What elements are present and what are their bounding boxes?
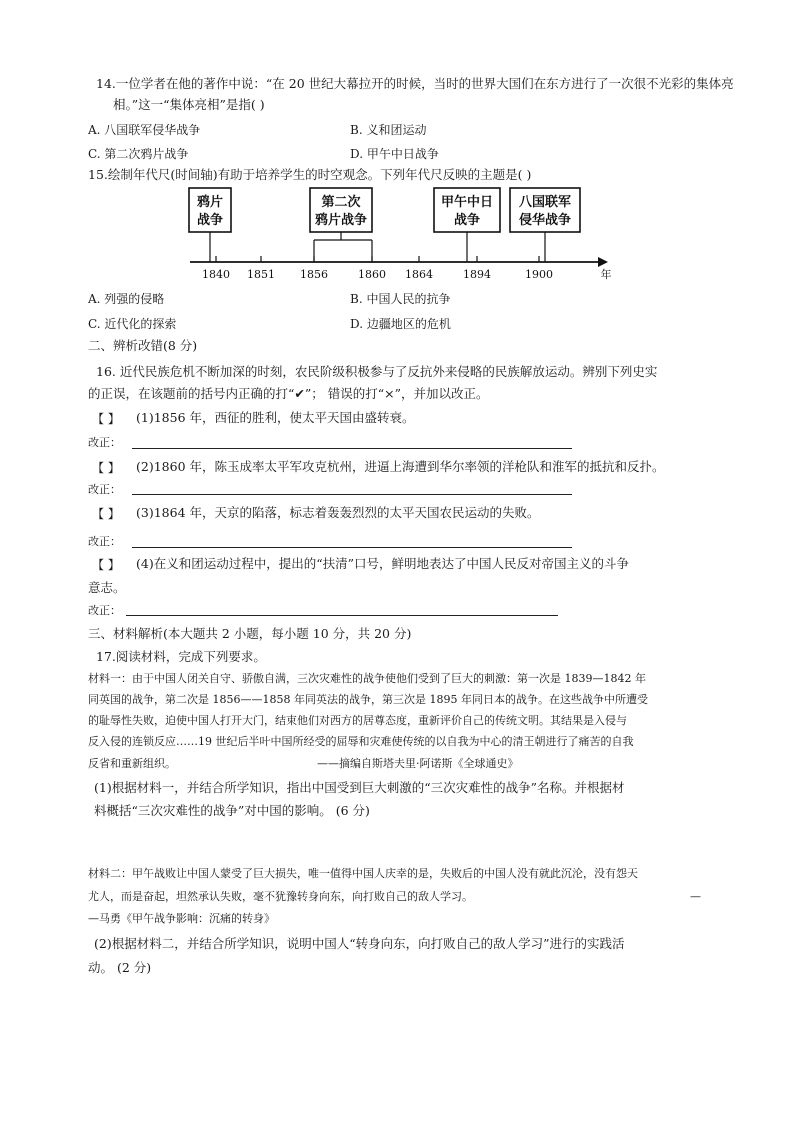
q16-item4-fix-line[interactable] (126, 615, 558, 616)
timeline-box-2-line2: 鸦片战争 (314, 213, 368, 228)
q16-item1-fix-line[interactable] (132, 448, 572, 449)
timeline-chart (180, 178, 620, 282)
timeline-axis-label: 年 (600, 268, 612, 281)
q16-item1-fix-label: 改正： (88, 436, 121, 449)
q14-option-c[interactable]: C. 第二次鸦片战争 (88, 147, 189, 161)
q16-item2-fix-label: 改正： (88, 483, 121, 496)
section2-title: 二、辨析改错(8 分) (88, 338, 198, 353)
q16-item2-fix-line[interactable] (132, 494, 572, 495)
timeline-year-1840: 1840 (202, 268, 230, 281)
timeline-box-1-line2: 战争 (196, 213, 224, 228)
q16-item2-text: (2)1860 年，陈玉成率太平军攻克杭州，进逼上海遭到华尔率领的洋枪队和淮军的抵抗和反扑。 (136, 459, 665, 474)
q15-option-d[interactable]: D. 边疆地区的危机 (350, 317, 451, 331)
timeline-arrow (598, 257, 608, 267)
q17-sub2-line1: (2)根据材料二，并结合所学知识，说明中国人“转身向东，向打败自己的敌人学习”进行的实践活 (94, 936, 625, 951)
timeline-year-1860: 1860 (358, 268, 386, 281)
q15-option-a[interactable]: A. 列强的侵略 (88, 292, 165, 306)
q16-item4-text: (4)在义和团运动过程中，提出的“扶清”口号，鲜明地表达了中国人民反对帝国主义的斗争 (136, 556, 629, 571)
q16-intro-line2: 的正误，在该题前的括号内正确的打“✔”； 错误的打“×”，并加以改正。 (88, 386, 489, 401)
section3-title: 三、材料解析(本大题共 2 小题，每小题 10 分，共 20 分) (88, 626, 412, 641)
q16-item4-text-cont: 意志。 (88, 580, 126, 595)
timeline-year-1864: 1864 (405, 268, 433, 281)
q17-material1-line5: 反省和重新组织。 (88, 757, 176, 770)
q16-item3-fix-label: 改正： (88, 535, 121, 548)
q14-stem-line2: 相。”这一“集体亮相”是指( ) (113, 97, 265, 112)
q16-item3-fix-line[interactable] (132, 547, 572, 548)
timeline-box-3-line1: 甲午中日 (440, 195, 494, 210)
timeline-year-1894: 1894 (463, 268, 491, 281)
timeline-year-1851: 1851 (247, 268, 275, 281)
q14-option-b[interactable]: B. 义和团运动 (350, 123, 427, 137)
q15-option-c[interactable]: C. 近代化的探索 (88, 317, 177, 331)
q16-item3-bracket[interactable]: 【 】 (92, 507, 120, 521)
q17-material1-line3: 的耻辱性失败，迫使中国人打开大门，结束他们对西方的居尊态度，重新评价自己的传统文明。其结果是入侵与 (88, 714, 627, 727)
q17-sub2-line2: 动。 (2 分) (88, 960, 152, 975)
q15-stem: 15.绘制年代尺(时间轴)有助于培养学生的时空观念。下列年代尺反映的主题是( ) (88, 167, 532, 182)
q16-item4-bracket[interactable]: 【 】 (92, 558, 120, 572)
q17-sub1-line2: 料概括“三次灾难性的战争”对中国的影响。 (6 分) (94, 803, 370, 818)
q17-material2-dash: — (690, 890, 701, 903)
q17-material1-line1: 材料一：由于中国人闭关自守、骄傲自满，三次灾难性的战争使他们受到了巨大的刺激：第一次是 1839—1842 年 (88, 672, 646, 685)
q17-material1-line4: 反入侵的连锁反应……19 世纪后半叶中国所经受的屈辱和灾难使传统的以自我为中心的清王朝进行了痛苦的自我 (88, 735, 634, 748)
timeline-box-2-line1: 第二次 (321, 195, 361, 210)
timeline-box-3-line2: 战争 (453, 213, 481, 228)
q16-item4-fix-label: 改正： (88, 604, 121, 617)
q14-stem-line1: 14.一位学者在他的著作中说：“在 20 世纪大幕拉开的时候，当时的世界大国们在东方进行了一次很不光彩的集体亮 (96, 76, 734, 91)
q17-sub1-line1: (1)根据材料一，并结合所学知识，指出中国受到巨大刺激的“三次灾难性的战争”名称。并根据材 (94, 780, 625, 795)
q17-material2-line2: 尤人，而是奋起，坦然承认失败，毫不犹豫转身向东，向打败自己的敌人学习。 (88, 890, 473, 903)
q17-stem: 17.阅读材料，完成下列要求。 (96, 649, 266, 664)
q16-item1-text: (1)1856 年，西征的胜利，使太平天国由盛转衰。 (136, 410, 415, 425)
q16-item3-text: (3)1864 年，天京的陷落，标志着轰轰烈烈的太平天国农民运动的失败。 (136, 505, 540, 520)
q17-material1-source: ——摘编自斯塔夫里·阿诺斯《全球通史》 (317, 757, 519, 770)
q16-intro-line1: 16. 近代民族危机不断加深的时刻，农民阶级积极参与了反抗外来侵略的民族解放运动。辨别下列史实 (96, 364, 658, 379)
timeline-box-1-line1: 鸦片 (196, 195, 224, 210)
timeline-year-1856: 1856 (300, 268, 328, 281)
q17-material2-line1: 材料二：甲午战败让中国人蒙受了巨大损失，唯一值得中国人庆幸的是，失败后的中国人没有就此沉沦，没有怨天 (88, 867, 638, 880)
q16-item1-bracket[interactable]: 【 】 (92, 412, 120, 426)
q14-option-a[interactable]: A. 八国联军侵华战争 (88, 123, 201, 137)
q15-option-b[interactable]: B. 中国人民的抗争 (350, 292, 451, 306)
q16-item2-bracket[interactable]: 【 】 (92, 461, 120, 475)
q14-option-d[interactable]: D. 甲午中日战争 (350, 147, 439, 161)
timeline-box-4-line1: 八国联军 (518, 195, 572, 210)
q17-material2-source: —马勇《甲午战争影响：沉痛的转身》 (88, 912, 275, 925)
timeline-box-4-line2: 侵华战争 (518, 213, 572, 228)
q17-material1-line2: 同英国的战争，第二次是 1856——1858 年同英法的战争，第三次是 1895 年同日本的战争。在这些战争中所遭受 (88, 693, 648, 706)
timeline-year-1900: 1900 (525, 268, 553, 281)
